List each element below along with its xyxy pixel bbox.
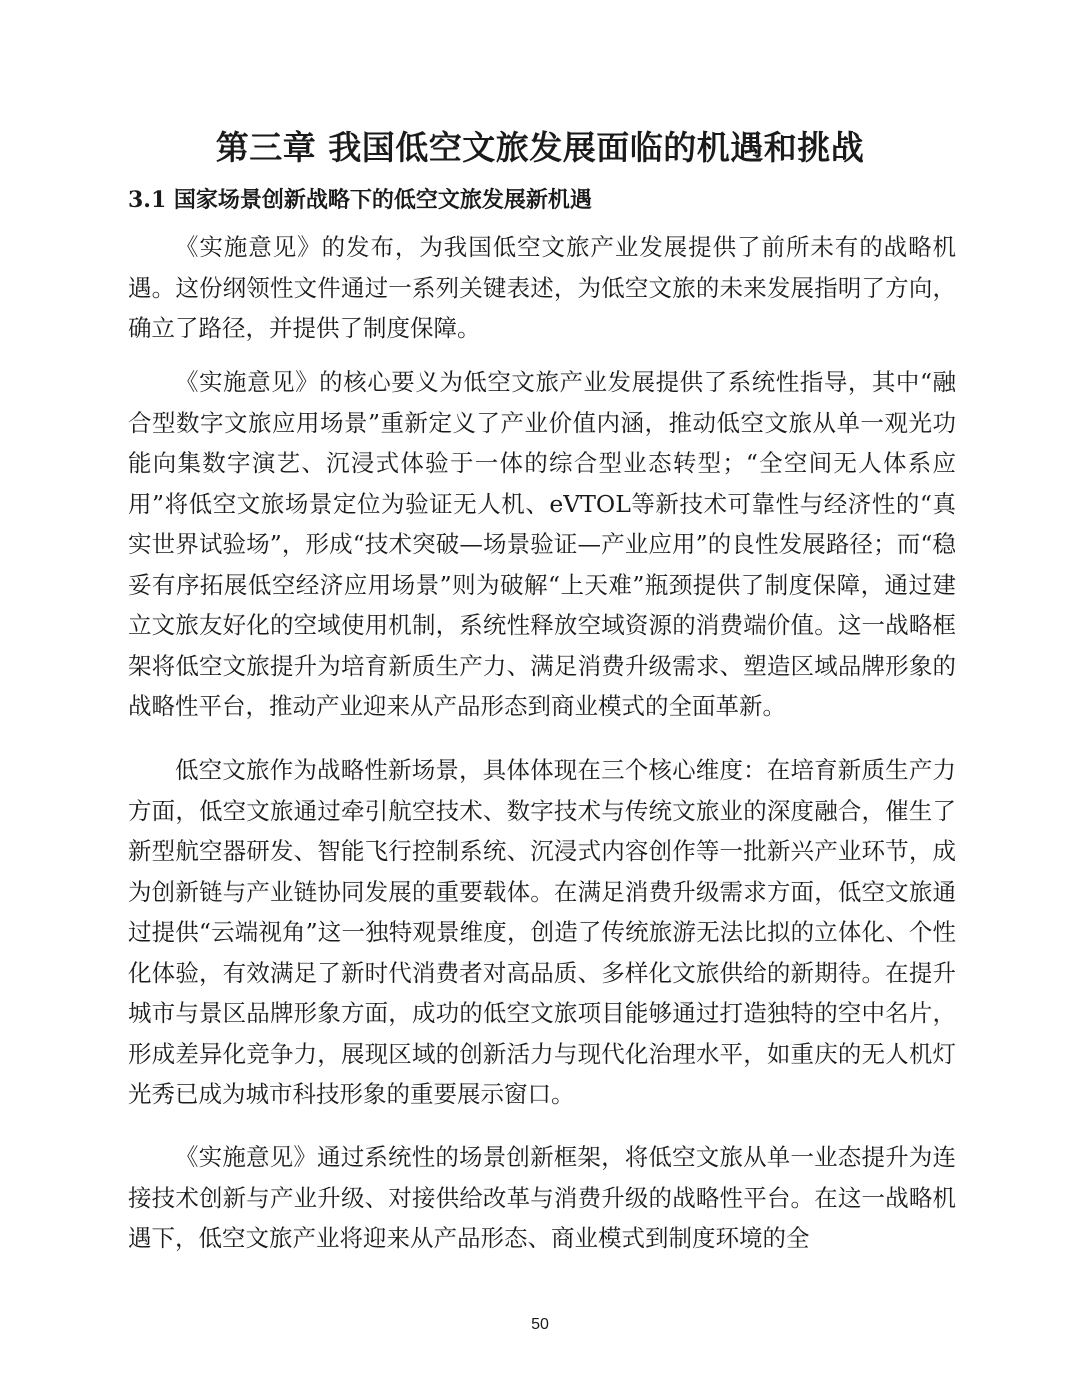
paragraph-1-block [128,227,956,349]
paragraph: 低空文旅作为战略性新场景，具体体现在三个核心维度：在培育新质生产力方面，低空文旅通过牵引航空技术、数字技术与传统文旅业的深度融合，催生了新型航空器研发、智能飞行控制系统、沉浸式内容创作等一批新兴产业环节，成为创新链与产业链协同发展的重要载体。在满足消费升级需求方面，低空文旅通过提供“云端视角”这一独特观景维度，创造了传统旅游无法比拟的立体化、个性化体验，有效满足了新时代消费者对高品质、多样化文旅供给的新期待。在提升城市与景区品牌形象方面，成功的低空文旅项目能够通过打造独特的空中名片，形成差异化竞争力，展现区域的创新活力与现代化治理水平，如重庆的无人机灯光秀已成为城市科技形象的重要展示窗口。 [128,756,956,1108]
paragraph-4-block [128,1137,956,1259]
paragraph-2-block [128,362,956,727]
paragraph: 《实施意见》通过系统性的场景创新框架，将低空文旅从单一业态提升为连接技术创新与产业升级、对接供给改革与消费升级的战略性平台。在这一战略机遇下，低空文旅产业将迎来从产品形态、商业模式到制度环境的全 [128,1143,956,1252]
paragraph-3-block [128,750,956,1115]
section-heading: 3.1 国家场景创新战略下的低空文旅发展新机遇 [128,187,592,213]
paragraph: 《实施意见》的核心要义为低空文旅产业发展提供了系统性指导，其中“融合型数字文旅应用场景”重新定义了产业价值内涵，推动低空文旅从单一观光功能向集数字演艺、沉浸式体验于一体的综合型业态转型；“全空间无人体系应用”将低空文旅场景定位为验证无人机、eVTOL等新技术可靠性与经济性的“真实世界试验场”，形成“技术突破—场景验证—产业应用”的良性发展路径；而“稳妥有序拓展低空经济应用场景”则为破解“上天难”瓶颈提供了制度保障，通过建立文旅友好化的空域使用机制，系统性释放空域资源的消费端价值。这一战略框架将低空文旅提升为培育新质生产力、满足消费升级需求、塑造区域品牌形象的战略性平台，推动产业迎来从产品形态到商业模式的全面革新。 [128,368,956,720]
paragraph: 《实施意见》的发布，为我国低空文旅产业发展提供了前所未有的战略机遇。这份纲领性文件通过一系列关键表述，为低空文旅的未来发展指明了方向，确立了路径，并提供了制度保障。 [128,233,956,342]
chapter-title: 第三章 我国低空文旅发展面临的机遇和挑战 [215,128,865,167]
page-number: 50 [531,1316,549,1333]
